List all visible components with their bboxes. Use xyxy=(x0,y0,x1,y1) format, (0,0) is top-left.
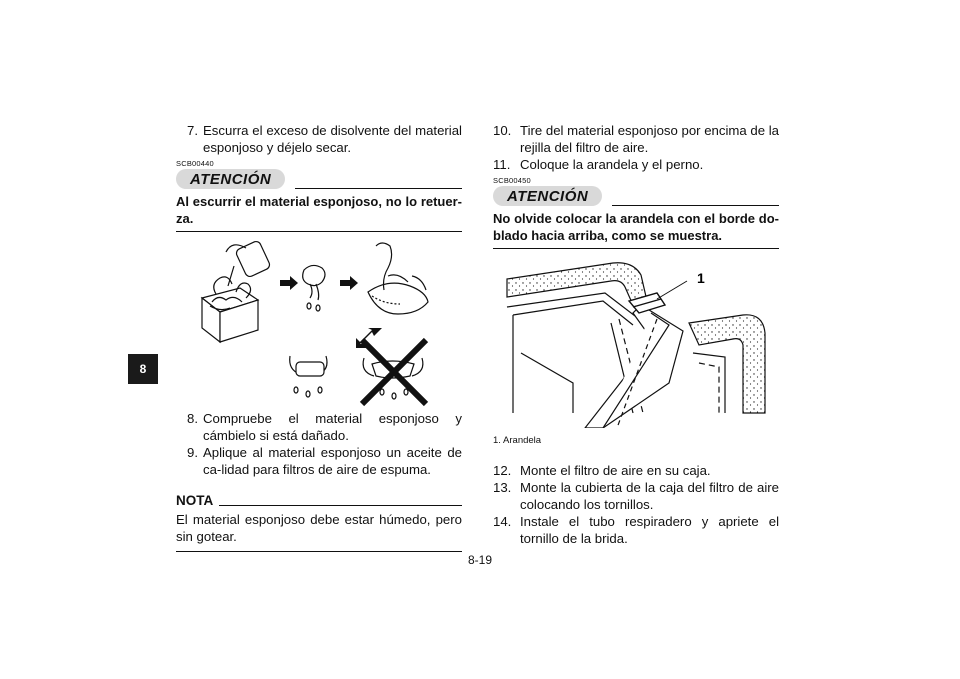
solvent-box-icon xyxy=(202,240,271,342)
left-column xyxy=(176,122,462,552)
caution-code: SCB00450 xyxy=(493,176,531,185)
step-text: Tire del material esponjoso por encima de la rejilla del filtro de aire. xyxy=(520,123,779,155)
step-text: Compruebe el material esponjoso y cámbielo si está dañado. xyxy=(203,411,462,443)
callout-leader xyxy=(657,281,687,299)
caution-code: SCB00440 xyxy=(176,159,214,168)
nota-rule xyxy=(219,505,462,506)
step-number: 9. xyxy=(187,445,198,460)
caution-header xyxy=(493,186,779,206)
bolt-shaft xyxy=(585,305,683,428)
step-number: 14. xyxy=(493,514,512,529)
caution-label: ATENCIÓN xyxy=(176,169,285,189)
step-9 xyxy=(176,444,462,478)
step-8 xyxy=(176,410,462,444)
caution-rule xyxy=(295,188,462,189)
wringing-hand-icon xyxy=(303,265,325,311)
nota-text: El material esponjoso debe estar húmedo, pero sin gotear. xyxy=(176,509,462,552)
step-13 xyxy=(493,479,779,513)
pressing-foam-icon xyxy=(368,243,428,314)
step-number: 8. xyxy=(187,411,198,426)
section-tab: 8 xyxy=(128,354,158,384)
step-number: 13. xyxy=(493,480,512,495)
arrow-right-icon xyxy=(340,276,358,290)
step-text: Escurra el exceso de disolvente del material esponjoso y déjelo secar. xyxy=(203,123,462,155)
step-11 xyxy=(493,156,779,173)
step-text: Monte el filtro de aire en su caja. xyxy=(520,463,711,478)
step-text: Instale el tubo respiradero y apriete el tornillo de la brida. xyxy=(520,514,779,546)
cross-mark-icon xyxy=(362,340,426,404)
step-number: 10. xyxy=(493,123,512,138)
caution-text: No olvide colocar la arandela con el borde do-blado hacia arriba, como se muestra. xyxy=(493,206,779,249)
washer-illustration xyxy=(493,253,779,428)
step-number: 7. xyxy=(187,123,198,138)
caution-rule xyxy=(612,205,779,206)
step-text: Aplique al material esponjoso un aceite de ca-lidad para filtros de aire de espuma. xyxy=(203,445,462,477)
caution-text: Al escurrir el material esponjoso, no lo retuer-za. xyxy=(176,189,462,232)
step-number: 12. xyxy=(493,463,512,478)
step-text: Coloque la arandela y el perno. xyxy=(520,157,704,172)
step-10 xyxy=(493,122,779,156)
step-7 xyxy=(176,122,462,156)
figure-caption: 1. Arandela xyxy=(493,435,542,446)
step-number: 11. xyxy=(493,157,511,172)
step-14 xyxy=(493,513,779,547)
squeeze-correct-icon xyxy=(290,356,327,397)
right-column xyxy=(493,122,779,547)
caution-header xyxy=(176,169,462,189)
foam-squeeze-illustration xyxy=(176,236,462,408)
step-12 xyxy=(493,462,779,479)
nota-label: NOTA xyxy=(176,493,214,508)
caution-label: ATENCIÓN xyxy=(493,186,602,206)
arrow-right-icon xyxy=(280,276,298,290)
callout-number: 1 xyxy=(697,270,705,286)
page-number: 8-19 xyxy=(467,553,493,567)
nota-header xyxy=(176,492,462,509)
step-text: Monte la cubierta de la caja del filtro de aire colocando los tornillos. xyxy=(520,480,779,512)
